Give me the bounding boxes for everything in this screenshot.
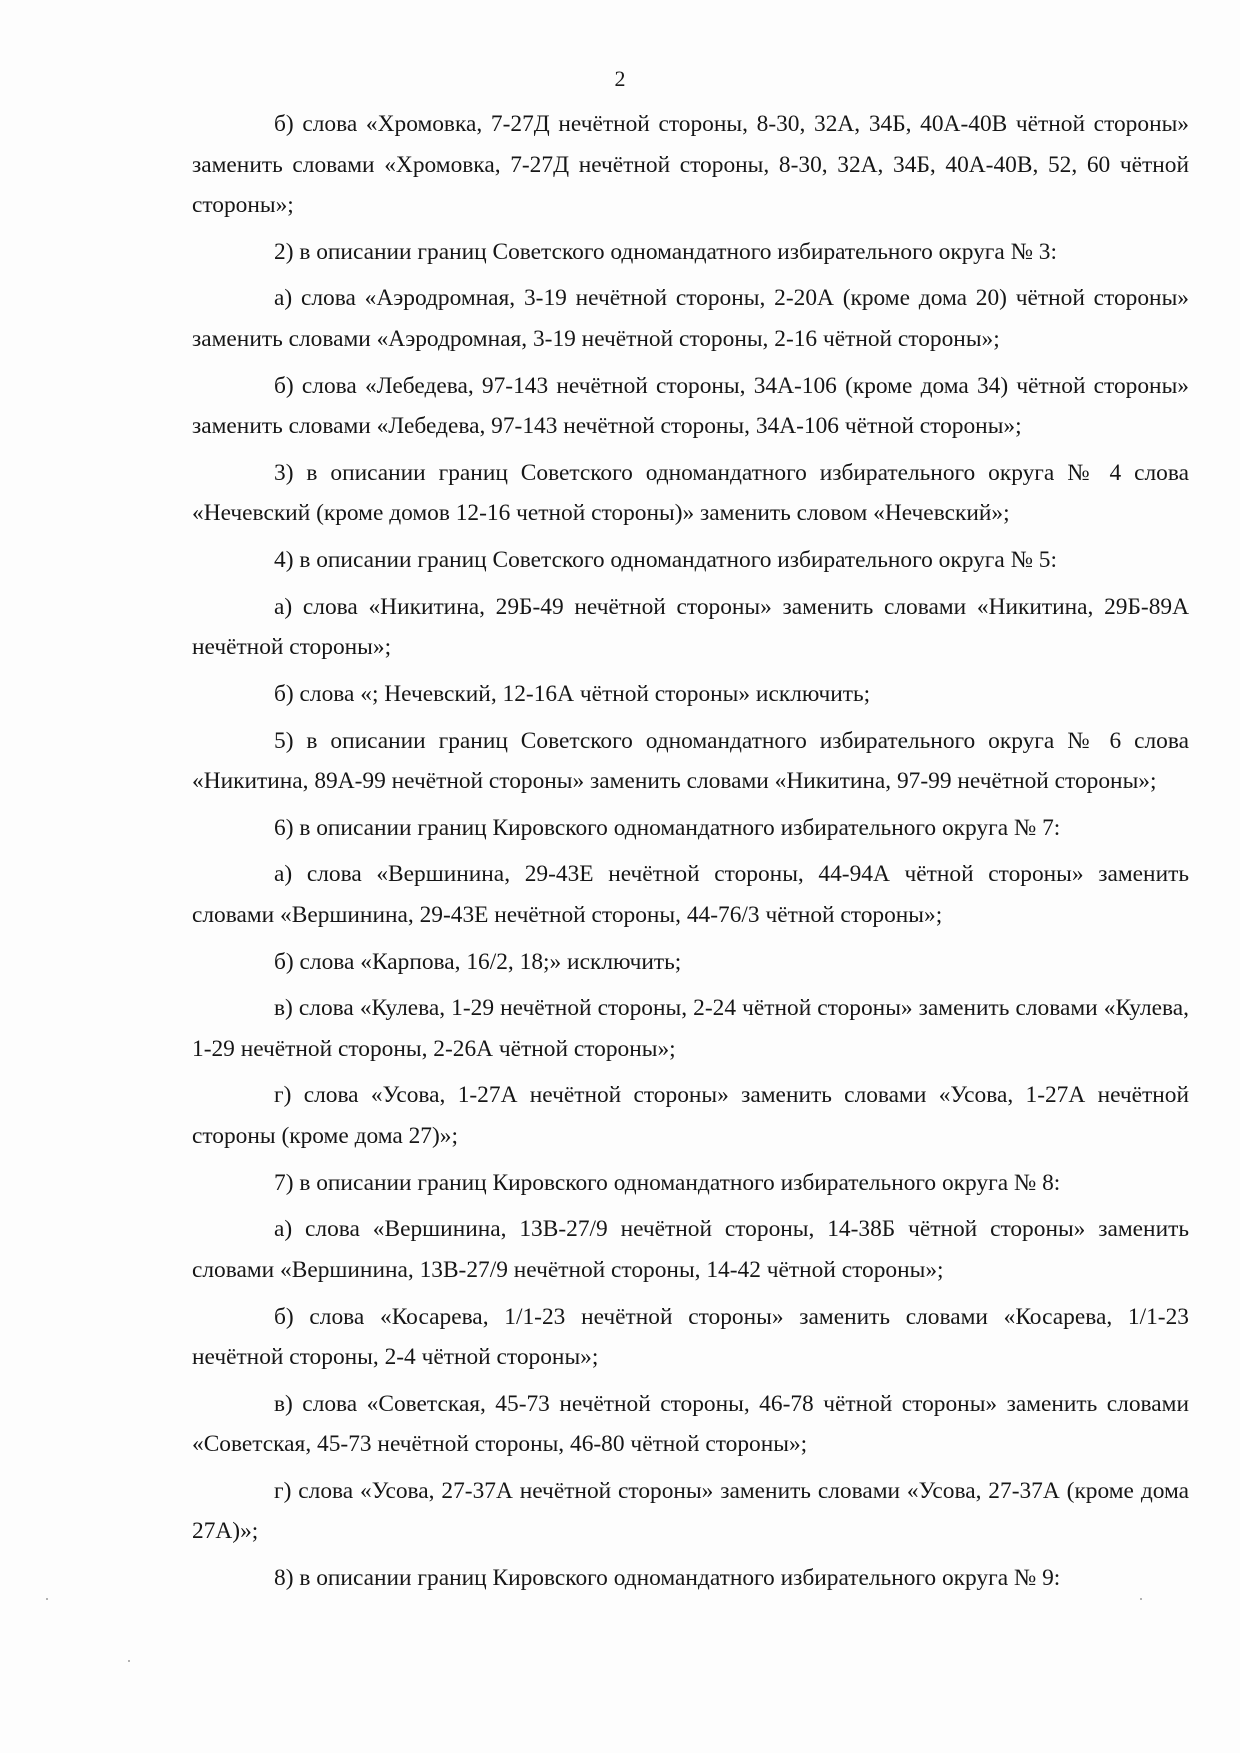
paragraph: 8) в описании границ Кировского одномандатного избирательного округа № 9: <box>274 1565 1061 1592</box>
paragraph: б) слова «Лебедева, 97-143 нечётной стороны, 34А-106 (кроме дома 34) чётной стороны» заменить словами «Лебедева, 97-143 нечётной стороны, 34А-106 чётной стороны»; <box>192 372 1189 440</box>
paragraph: а) слова «Никитина, 29Б-49 нечётной стороны» заменить словами «Никитина, 29Б-89А нечётной стороны»; <box>192 593 1189 661</box>
paragraph: 3) в описании границ Советского одномандатного избирательного округа № 4 слова «Нечевский (кроме домов 12-16 четной стороны)» заменить словом «Нечевский»; <box>192 459 1189 527</box>
paragraph: 6) в описании границ Кировского одномандатного избирательного округа № 7: <box>274 814 1061 841</box>
paragraph: б) слова «; Нечевский, 12-16А чётной стороны» исключить; <box>274 680 871 707</box>
scan-speck <box>1140 1598 1142 1600</box>
paragraph: а) слова «Аэродромная, 3-19 нечётной стороны, 2-20А (кроме дома 20) чётной стороны» заменить словами «Аэродромная, 3-19 нечётной стороны, 2-16 чётной стороны»; <box>192 285 1189 352</box>
paragraph: а) слова «Вершинина, 13В-27/9 нечётной стороны, 14-38Б чётной стороны» заменить словами «Вершинина, 13В-27/9 нечётной стороны, 14-42 чётной стороны»; <box>192 1216 1189 1283</box>
paragraph: б) слова «Косарева, 1/1-23 нечётной стороны» заменить словами «Косарева, 1/1-23 нечётной стороны, 2-4 чётной стороны»; <box>192 1303 1189 1370</box>
paragraph: в) слова «Советская, 45-73 нечётной стороны, 46-78 чётной стороны» заменить словами «Советская, 45-73 нечётной стороны, 46-80 чётной стороны»; <box>192 1390 1189 1458</box>
paragraph: а) слова «Вершинина, 29-43Е нечётной стороны, 44-94А чётной стороны» заменить словами «Вершинина, 29-43Е нечётной стороны, 44-76/3 чётной стороны»; <box>192 861 1189 928</box>
paragraph: в) слова «Кулева, 1-29 нечётной стороны, 2-24 чётной стороны» заменить словами «Кулева, 1-29 нечётной стороны, 2-26А чётной стороны»; <box>192 995 1189 1062</box>
paragraph: 7) в описании границ Кировского одномандатного избирательного округа № 8: <box>274 1169 1061 1196</box>
paragraph: г) слова «Усова, 1-27А нечётной стороны» заменить словами «Усова, 1-27А нечётной стороны (кроме дома 27)»; <box>192 1082 1189 1149</box>
paragraph: 4) в описании границ Советского одномандатного избирательного округа № 5: <box>274 546 1057 573</box>
paragraph: 5) в описании границ Советского одномандатного избирательного округа № 6 слова «Никитина, 89А-99 нечётной стороны» заменить словами «Никитина, 97-99 нечётной стороны»; <box>192 727 1189 794</box>
paragraph: 2) в описании границ Советского одномандатного избирательного округа № 3: <box>274 238 1057 265</box>
scan-speck <box>128 1660 130 1662</box>
scan-speck <box>46 1598 48 1600</box>
document-body <box>192 104 1189 1605</box>
paragraph: г) слова «Усова, 27-37А нечётной стороны» заменить словами «Усова, 27-37А (кроме дома 27А)»; <box>192 1477 1189 1545</box>
page-number: 2 <box>614 66 626 91</box>
paragraph: б) слова «Хромовка, 7-27Д нечётной стороны, 8-30, 32А, 34Б, 40А-40В чётной стороны» заменить словами «Хромовка, 7-27Д нечётной стороны, 8-30, 32А, 34Б, 40А-40В, 52, 60 чётной стороны»; <box>192 111 1189 218</box>
paragraph: б) слова «Карпова, 16/2, 18;» исключить; <box>274 948 682 975</box>
